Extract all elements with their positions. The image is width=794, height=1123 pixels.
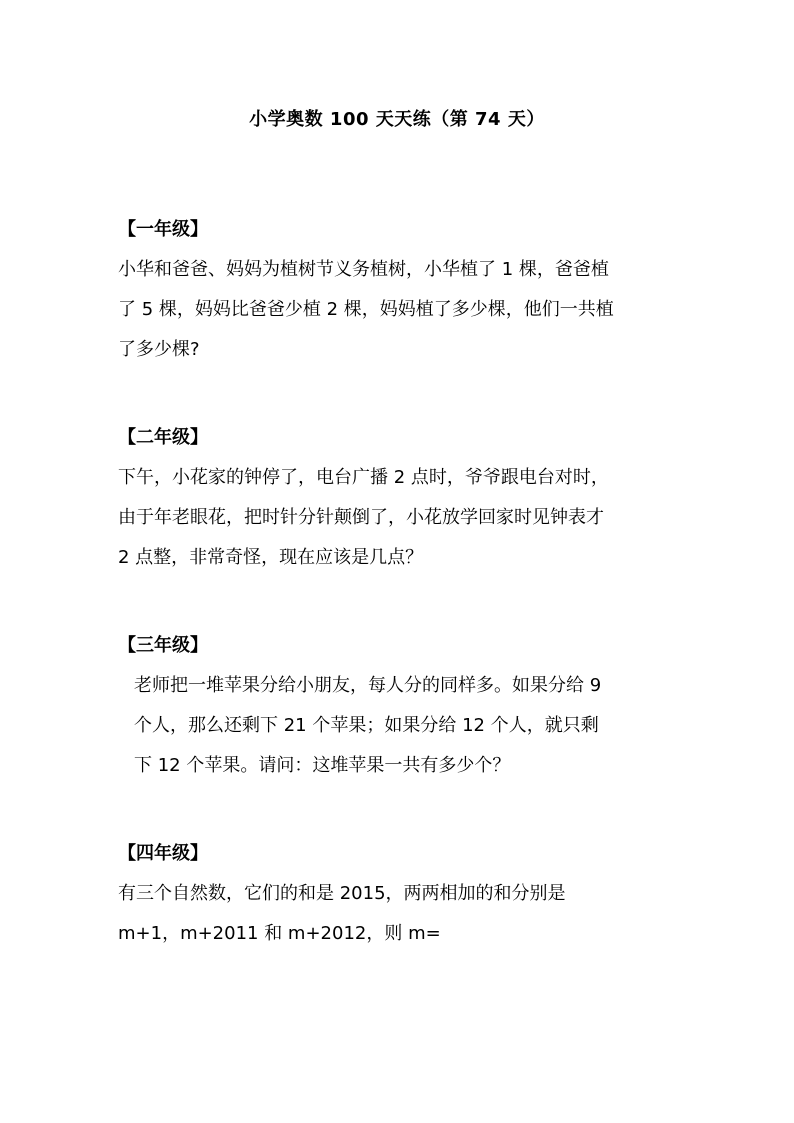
text-line: 个人，那么还剩下 21 个苹果；如果分给 12 个人，就只剩 (134, 715, 599, 736)
question-text (118, 874, 718, 954)
text-line: 了 5 棵，妈妈比爸爸少植 2 棵，妈妈植了多少棵，他们一共植 (118, 299, 614, 320)
text-line: 老师把一堆苹果分给小朋友，每人分的同样多。如果分给 9 (134, 675, 602, 696)
question-text (118, 250, 718, 370)
text-line: 2 点整，非常奇怪，现在应该是几点？ (118, 547, 424, 568)
text-line: 下午，小花家的钟停了，电台广播 2 点时，爷爷跟电台对时， (118, 467, 609, 488)
text-line: 下 12 个苹果。请问：这堆苹果一共有多少个？ (134, 755, 511, 776)
section-grade-4 (118, 834, 718, 954)
text-line: 小华和爸爸、妈妈为植树节义务植树，小华植了 1 棵，爸爸植 (118, 259, 609, 280)
section-heading: 【四年级】 (118, 843, 208, 864)
section-heading: 【三年级】 (118, 635, 208, 656)
section-grade-3 (118, 626, 718, 786)
question-text (118, 666, 718, 786)
text-line: 由于年老眼花，把时针分针颠倒了，小花放学回家时见钟表才 (118, 507, 604, 528)
text-line: 了多少棵? (118, 339, 200, 360)
section-grade-1 (118, 210, 718, 370)
text-line: 有三个自然数，它们的和是 2015，两两相加的和分别是 (118, 883, 566, 904)
section-heading: 【二年级】 (118, 427, 208, 448)
question-text (118, 458, 718, 578)
text-line: m+1，m+2011 和 m+2012，则 m= (118, 923, 441, 944)
section-grade-2 (118, 418, 718, 578)
section-heading: 【一年级】 (118, 219, 208, 240)
page-title: 小学奥数 100 天天练（第 74 天） (249, 109, 545, 130)
